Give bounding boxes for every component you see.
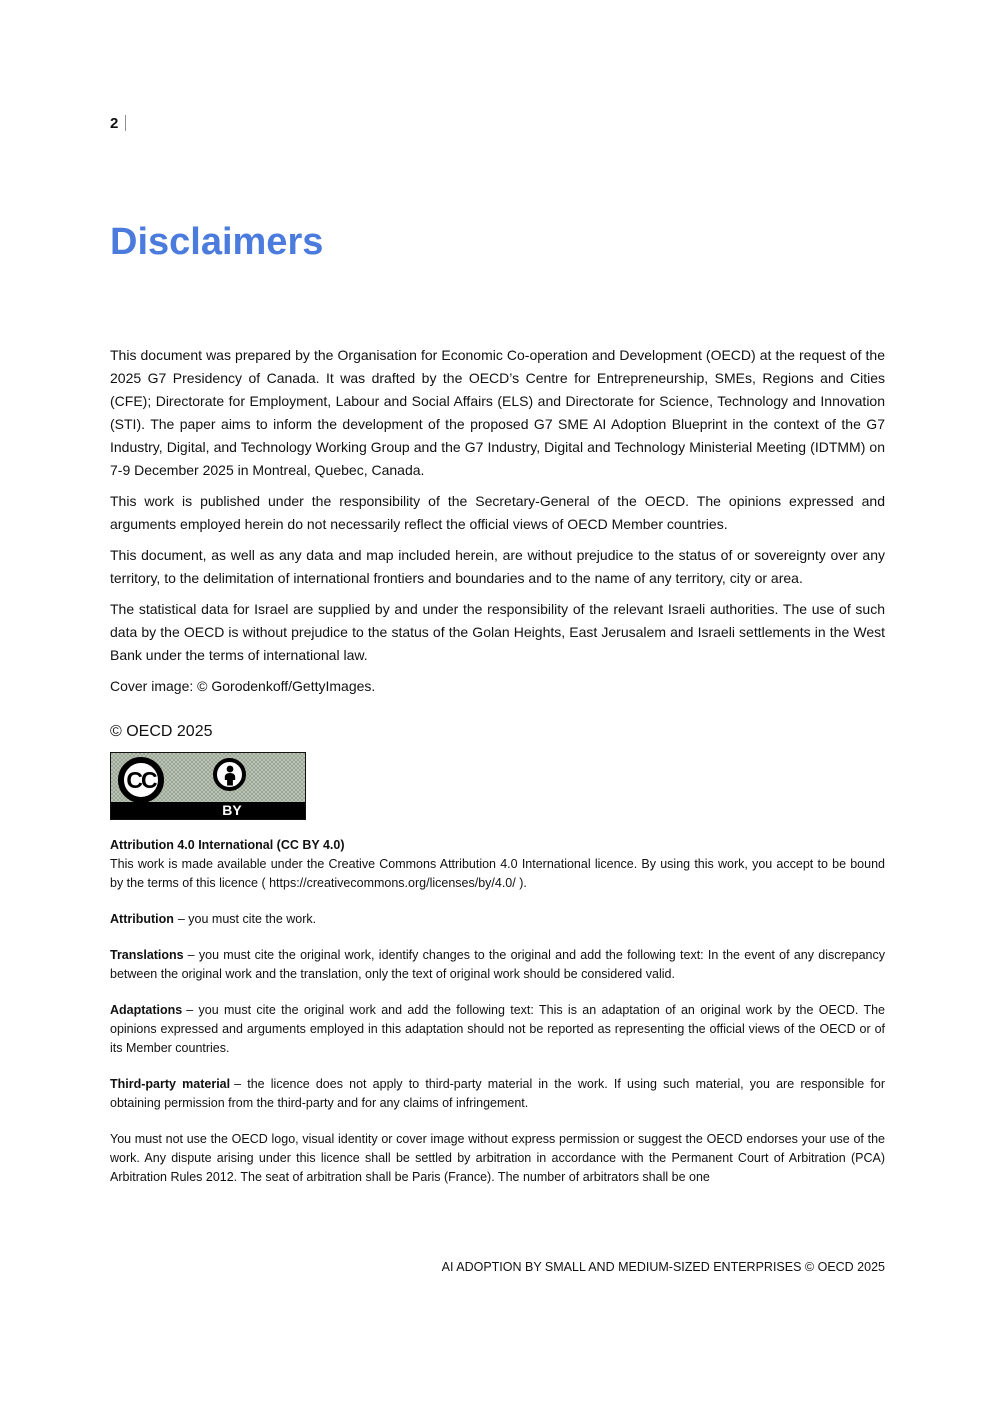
licence-term: Adaptations xyxy=(110,1003,183,1017)
licence-intro: This work is made available under the Creative Commons Attribution 4.0 International licence. By using this work, you accept to be bound by the terms of this licence ( https://creativecommons.org/licenses/by/4.0/ ). xyxy=(110,857,885,890)
page-title: Disclaimers xyxy=(110,221,324,263)
copyright-line: © OECD 2025 xyxy=(110,723,213,740)
licence-term: Translations xyxy=(110,948,184,962)
licence-item-adaptations xyxy=(110,1001,885,1058)
cc-by-bar xyxy=(111,802,305,819)
licence-item-text: – the licence does not apply to third-party material in the work. If using such material, you are responsible for obtaining permission from the third-party and for any claims of infringement. xyxy=(110,1077,886,1110)
page-number-separator xyxy=(125,115,126,131)
attribution-person-icon xyxy=(213,758,246,791)
licence-item-attribution xyxy=(110,910,885,929)
paragraph-preparation: This document was prepared by the Organisation for Economic Co-operation and Development (OECD) at the request of the 2025 G7 Presidency of Canada. It was drafted by the OECD’s Centre for Entrepreneurship, SMEs, Regions and Cities (CFE); Directorate for Employment, Labour and Social Affairs (ELS) and Directorate for Science, Technology and Innovation (STI). The paper aims to inform the development of the proposed G7 SME AI Adoption Blueprint in the context of the G7 Industry, Digital, and Technology Working Group and the G7 Industry, Digital and Technology Ministerial Meeting (IDTMM) on 7-9 December 2025 in Montreal, Quebec, Canada. xyxy=(110,347,885,478)
licence-item-text: – you must cite the original work, identify changes to the original and add the following text: In the event of any discrepancy between the original work and the translation, only the text of original work should be considered valid. xyxy=(110,948,885,981)
paragraph-responsibility: This work is published under the responsibility of the Secretary-General of the OECD. The opinions expressed and arguments employed herein do not necessarily reflect the official views of OECD Member countries. xyxy=(110,493,885,532)
cc-letters: CC xyxy=(126,766,156,793)
creative-commons-icon xyxy=(118,757,164,803)
page-footer: AI ADOPTION BY SMALL AND MEDIUM-SIZED ENTERPRISES © OECD 2025 xyxy=(441,1260,885,1274)
licence-term: Attribution xyxy=(110,912,174,926)
licence-term: Third-party material xyxy=(110,1077,231,1091)
page-content xyxy=(110,0,885,1187)
paragraph-territory: This document, as well as any data and map included herein, are without prejudice to the status of or sovereignty over any territory, to the delimitation of international frontiers and boundaries and to the name of any territory, city or area. xyxy=(110,547,885,586)
cc-by-label: BY xyxy=(222,802,242,818)
paragraph-cover-image: Cover image: © Gorodenkoff/GettyImages. xyxy=(110,678,376,694)
page-header xyxy=(110,112,885,134)
licence-item-text: – you must cite the work. xyxy=(177,912,317,926)
licence-closing: You must not use the OECD logo, visual identity or cover image without express permission or suggest the OECD endorses your use of the work. Any dispute arising under this licence shall be settled by arbitration in accordance with the Permanent Court of Arbitration (PCA) Arbitration Rules 2012. The seat of arbitration shall be Paris (France). The number of arbitrators shall be one xyxy=(110,1132,885,1184)
disclaimer-paragraphs xyxy=(110,344,885,698)
paragraph-israel-data: The statistical data for Israel are supplied by and under the responsibility of the relevant Israeli authorities. The use of such data by the OECD is without prejudice to the status of the Golan Heights, East Jerusalem and Israeli settlements in the West Bank under the terms of international law. xyxy=(110,601,885,663)
licence-item-translations xyxy=(110,946,885,984)
cc-by-licence-badge xyxy=(110,752,306,820)
licence-item-third-party xyxy=(110,1075,885,1113)
page-number: 2 xyxy=(110,114,119,132)
licence-heading: Attribution 4.0 International (CC BY 4.0) xyxy=(110,838,345,852)
licence-item-text: – you must cite the original work and add the following text: This is an adaptation of an original work by the OECD. The opinions expressed and arguments employed in this adaptation should not be reported as representing the official views of the OECD or of its Member countries. xyxy=(110,1003,885,1055)
